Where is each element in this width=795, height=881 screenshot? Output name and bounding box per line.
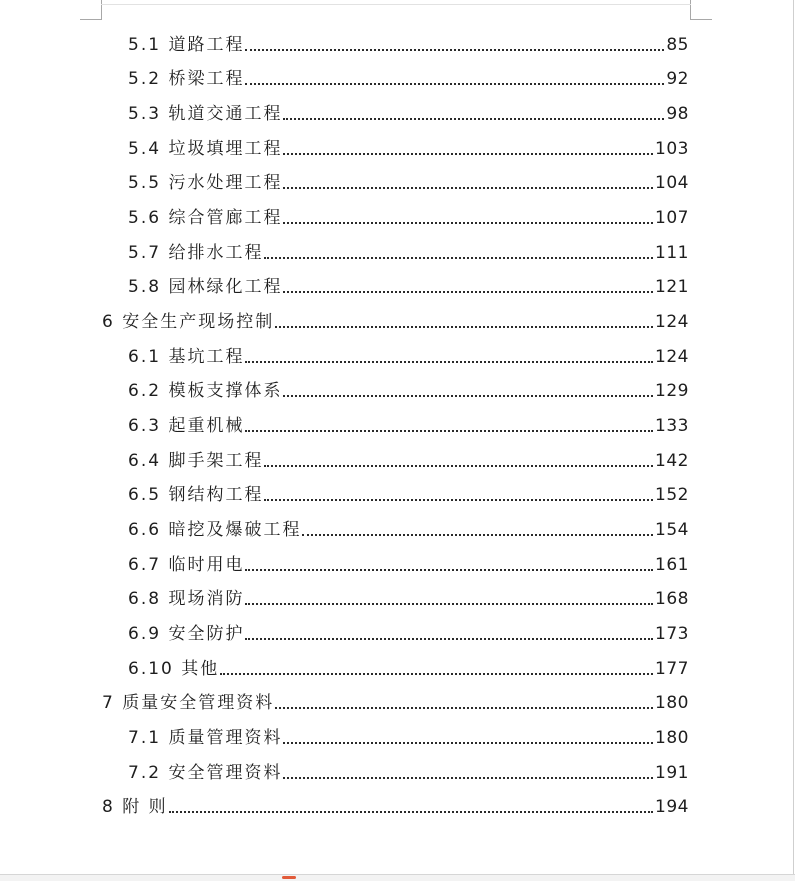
- toc-dot-leader: [264, 499, 653, 501]
- toc-entry-page: 98: [666, 104, 689, 124]
- toc-entry-page: 124: [655, 347, 689, 367]
- toc-dot-leader: [283, 777, 653, 779]
- toc-entry-6-3[interactable]: [128, 413, 689, 437]
- toc-entry-label: 6.3 起重机械: [128, 416, 245, 436]
- toc-dot-leader: [169, 811, 653, 813]
- toc-dot-leader: [283, 153, 653, 155]
- toc-entry-label: 5.2 桥梁工程: [128, 69, 245, 89]
- toc-dot-leader: [283, 291, 653, 293]
- toc-dot-leader: [283, 118, 664, 120]
- toc-entry-page: 152: [655, 485, 689, 505]
- toc-entry-6-8[interactable]: [128, 586, 689, 610]
- toc-entry-page: 194: [655, 797, 689, 817]
- toc-entry-page: 129: [655, 381, 689, 401]
- toc-entry-label: 5.3 轨道交通工程: [128, 104, 283, 124]
- toc-entry-5-1[interactable]: [128, 32, 689, 56]
- toc-entry-label: 5.8 园林绿化工程: [128, 277, 283, 297]
- toc-dot-leader: [245, 361, 653, 363]
- toc-entry-page: 121: [655, 277, 689, 297]
- toc-dot-leader: [275, 707, 653, 709]
- toc-dot-leader: [264, 257, 653, 259]
- toc-entry-label: 6.10 其他: [128, 659, 220, 679]
- toc-dot-leader: [283, 742, 653, 744]
- toc-entry-6-2[interactable]: [128, 378, 689, 402]
- toc-entry-label: 8 附 则: [102, 797, 168, 817]
- page-right-edge: [793, 0, 794, 881]
- toc-entry-label: 5.7 给排水工程: [128, 243, 264, 263]
- toc-entry-6-5[interactable]: [128, 482, 689, 506]
- toc-entry-5-7[interactable]: [128, 240, 689, 264]
- toc-dot-leader: [302, 534, 653, 536]
- toc-entry-6[interactable]: [102, 309, 689, 333]
- toc-dot-leader: [245, 638, 653, 640]
- toc-dot-leader: [245, 49, 664, 51]
- toc-entry-5-4[interactable]: [128, 136, 689, 160]
- toc-entry-label: 6.4 脚手架工程: [128, 451, 264, 471]
- toc-entry-page: 177: [655, 659, 689, 679]
- toc-entry-label: 6.1 基坑工程: [128, 347, 245, 367]
- toc-dot-leader: [283, 395, 653, 397]
- toc-entry-page: 180: [655, 728, 689, 748]
- toc-entry-page: 104: [655, 173, 689, 193]
- toc-entry-7-2[interactable]: [128, 760, 689, 784]
- page-top-margin-line: [101, 4, 691, 5]
- toc-entry-6-10[interactable]: [128, 656, 689, 680]
- toc-dot-leader: [245, 603, 653, 605]
- toc-entry-page: 107: [655, 208, 689, 228]
- toc-entry-page: 191: [655, 763, 689, 783]
- toc-entry-5-8[interactable]: [128, 274, 689, 298]
- toc-entry-page: 124: [655, 312, 689, 332]
- toc-entry-label: 6.6 暗挖及爆破工程: [128, 520, 302, 540]
- toc-entry-label: 6.5 钢结构工程: [128, 485, 264, 505]
- toc-entry-label: 5.1 道路工程: [128, 35, 245, 55]
- toc-entry-6-1[interactable]: [128, 344, 689, 368]
- toc-entry-label: 5.4 垃圾填埋工程: [128, 139, 283, 159]
- toc-dot-leader: [275, 326, 653, 328]
- toc-entry-label: 6.2 模板支撑体系: [128, 381, 283, 401]
- toc-entry-page: 85: [666, 35, 689, 55]
- toc-entry-label: 6.9 安全防护: [128, 624, 245, 644]
- toc-entry-7[interactable]: [102, 690, 689, 714]
- toc-entry-page: 154: [655, 520, 689, 540]
- toc-entry-page: 142: [655, 451, 689, 471]
- toc-entry-label: 6.8 现场消防: [128, 589, 245, 609]
- toc-entry-page: 180: [655, 693, 689, 713]
- toc-entry-6-9[interactable]: [128, 621, 689, 645]
- toc-dot-leader: [245, 83, 664, 85]
- toc-entry-page: 111: [655, 243, 689, 263]
- toc-dot-leader: [245, 430, 653, 432]
- toc-entry-5-2[interactable]: [128, 66, 689, 90]
- toc-entry-page: 103: [655, 139, 689, 159]
- toc-entry-6-7[interactable]: [128, 552, 689, 576]
- toc-entry-label: 7.2 安全管理资料: [128, 763, 283, 783]
- toc-entry-8[interactable]: [102, 794, 689, 818]
- toc-entry-label: 6.7 临时用电: [128, 555, 245, 575]
- toc-entry-label: 7.1 质量管理资料: [128, 728, 283, 748]
- toc-entry-page: 133: [655, 416, 689, 436]
- toc-entry-5-3[interactable]: [128, 101, 689, 125]
- toc-entry-6-6[interactable]: [128, 517, 689, 541]
- toc-entry-page: 92: [666, 69, 689, 89]
- toc-dot-leader: [264, 465, 653, 467]
- next-page-gap: [0, 875, 795, 881]
- margin-corner-top-left: [80, 0, 102, 20]
- toc-entry-page: 161: [655, 555, 689, 575]
- toc-entry-label: 5.5 污水处理工程: [128, 173, 283, 193]
- toc-dot-leader: [245, 569, 653, 571]
- toc-entry-page: 168: [655, 589, 689, 609]
- margin-corner-top-right: [690, 0, 712, 20]
- toc-entry-page: 173: [655, 624, 689, 644]
- toc-entry-6-4[interactable]: [128, 448, 689, 472]
- toc-entry-label: 7 质量安全管理资料: [102, 693, 275, 713]
- toc-dot-leader: [283, 187, 653, 189]
- toc-dot-leader: [220, 673, 653, 675]
- toc-dot-leader: [283, 222, 653, 224]
- toc-entry-7-1[interactable]: [128, 725, 689, 749]
- toc-entry-label: 6 安全生产现场控制: [102, 312, 275, 332]
- red-mark: [282, 876, 296, 879]
- toc-entry-5-5[interactable]: [128, 170, 689, 194]
- toc-entry-label: 5.6 综合管廊工程: [128, 208, 283, 228]
- toc-entry-5-6[interactable]: [128, 205, 689, 229]
